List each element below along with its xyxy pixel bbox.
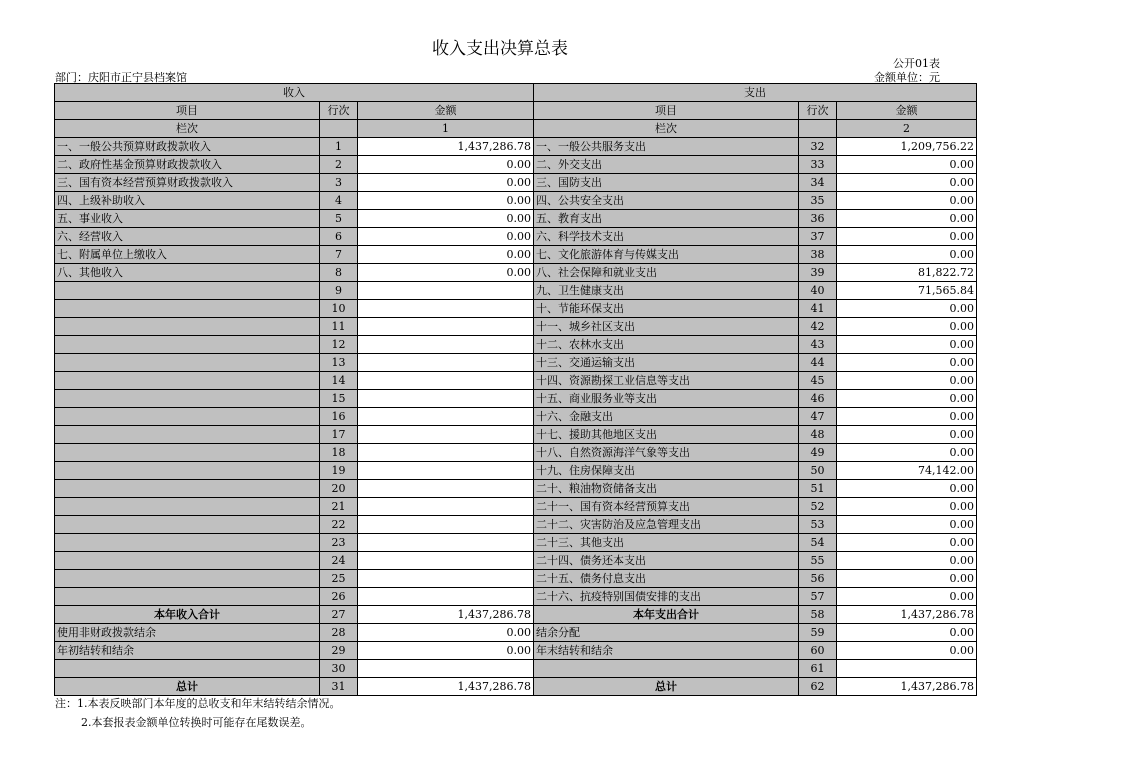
expense-line: 41 bbox=[799, 300, 837, 318]
income-item bbox=[55, 552, 320, 570]
income-total-amount: 0.00 bbox=[358, 642, 534, 660]
table-row bbox=[55, 480, 977, 498]
income-total-line: 27 bbox=[320, 606, 358, 624]
expense-item: 十三、交通运输支出 bbox=[534, 354, 799, 372]
income-item bbox=[55, 390, 320, 408]
income-total-line: 28 bbox=[320, 624, 358, 642]
expense-line: 40 bbox=[799, 282, 837, 300]
income-item bbox=[55, 408, 320, 426]
expense-item: 二十、粮油物资储备支出 bbox=[534, 480, 799, 498]
expense-item: 十九、住房保障支出 bbox=[534, 462, 799, 480]
expense-amount: 0.00 bbox=[837, 192, 977, 210]
income-total-item: 使用非财政拨款结余 bbox=[55, 624, 320, 642]
income-item: 五、事业收入 bbox=[55, 210, 320, 228]
income-item bbox=[55, 372, 320, 390]
expense-amount: 0.00 bbox=[837, 354, 977, 372]
expense-total-line: 59 bbox=[799, 624, 837, 642]
income-line: 17 bbox=[320, 426, 358, 444]
income-item bbox=[55, 318, 320, 336]
income-column-label: 栏次 bbox=[55, 120, 320, 138]
income-total-line: 29 bbox=[320, 642, 358, 660]
income-amount: 0.00 bbox=[358, 228, 534, 246]
income-line: 1 bbox=[320, 138, 358, 156]
expense-item: 二十一、国有资本经营预算支出 bbox=[534, 498, 799, 516]
income-line: 11 bbox=[320, 318, 358, 336]
table-row bbox=[55, 516, 977, 534]
expense-header: 支出 bbox=[534, 84, 977, 102]
income-item: 四、上级补助收入 bbox=[55, 192, 320, 210]
income-amount bbox=[358, 318, 534, 336]
table-row bbox=[55, 570, 977, 588]
expense-total-item: 结余分配 bbox=[534, 624, 799, 642]
income-amount bbox=[358, 372, 534, 390]
expense-line: 53 bbox=[799, 516, 837, 534]
table-row bbox=[55, 534, 977, 552]
table-row bbox=[55, 264, 977, 282]
expense-amount: 74,142.00 bbox=[837, 462, 977, 480]
expense-item: 二、外交支出 bbox=[534, 156, 799, 174]
income-line: 2 bbox=[320, 156, 358, 174]
income-line: 20 bbox=[320, 480, 358, 498]
footnote-1: 注：1.本表反映部门本年度的总收支和年末结转结余情况。 bbox=[55, 697, 341, 710]
income-line: 5 bbox=[320, 210, 358, 228]
expense-item: 十二、农林水支出 bbox=[534, 336, 799, 354]
expense-amount: 0.00 bbox=[837, 408, 977, 426]
expense-line: 33 bbox=[799, 156, 837, 174]
expense-item: 十五、商业服务业等支出 bbox=[534, 390, 799, 408]
expense-item: 七、文化旅游体育与传媒支出 bbox=[534, 246, 799, 264]
expense-total-line: 60 bbox=[799, 642, 837, 660]
expense-line: 34 bbox=[799, 174, 837, 192]
table-row bbox=[55, 228, 977, 246]
form-number: 公开01表 bbox=[893, 57, 940, 70]
expense-total-item bbox=[534, 660, 799, 678]
income-item bbox=[55, 498, 320, 516]
income-column-line-cell bbox=[320, 120, 358, 138]
income-line: 12 bbox=[320, 336, 358, 354]
expense-amount: 71,565.84 bbox=[837, 282, 977, 300]
income-amount: 0.00 bbox=[358, 264, 534, 282]
income-amount: 0.00 bbox=[358, 246, 534, 264]
income-total-item: 总计 bbox=[55, 678, 320, 696]
income-line: 3 bbox=[320, 174, 358, 192]
expense-item: 十一、城乡社区支出 bbox=[534, 318, 799, 336]
income-line: 19 bbox=[320, 462, 358, 480]
department-label: 部门：庆阳市正宁县档案馆 bbox=[55, 71, 187, 84]
income-amount: 1,437,286.78 bbox=[358, 138, 534, 156]
expense-line: 38 bbox=[799, 246, 837, 264]
income-amount: 0.00 bbox=[358, 156, 534, 174]
income-total-amount: 1,437,286.78 bbox=[358, 678, 534, 696]
income-total-amount: 1,437,286.78 bbox=[358, 606, 534, 624]
expense-line: 50 bbox=[799, 462, 837, 480]
expense-line: 54 bbox=[799, 534, 837, 552]
expense-amount: 81,822.72 bbox=[837, 264, 977, 282]
expense-item: 六、科学技术支出 bbox=[534, 228, 799, 246]
table-row bbox=[55, 426, 977, 444]
expense-total-amount: 1,437,286.78 bbox=[837, 678, 977, 696]
expense-item: 二十二、灾害防治及应急管理支出 bbox=[534, 516, 799, 534]
table-row bbox=[55, 354, 977, 372]
income-column-number: 1 bbox=[358, 120, 534, 138]
expense-item: 十四、资源勘探工业信息等支出 bbox=[534, 372, 799, 390]
income-line: 6 bbox=[320, 228, 358, 246]
income-amount bbox=[358, 354, 534, 372]
income-line: 10 bbox=[320, 300, 358, 318]
income-item bbox=[55, 354, 320, 372]
income-amount: 0.00 bbox=[358, 210, 534, 228]
table-row bbox=[55, 318, 977, 336]
expense-amount: 0.00 bbox=[837, 372, 977, 390]
income-total-item: 年初结转和结余 bbox=[55, 642, 320, 660]
expense-amount: 0.00 bbox=[837, 210, 977, 228]
footnote-2: 2.本套报表金额单位转换时可能存在尾数误差。 bbox=[81, 716, 312, 729]
table-row bbox=[55, 336, 977, 354]
income-total-item bbox=[55, 660, 320, 678]
income-amount bbox=[358, 480, 534, 498]
income-item bbox=[55, 588, 320, 606]
expense-column-number: 2 bbox=[837, 120, 977, 138]
income-amount bbox=[358, 426, 534, 444]
expense-line: 44 bbox=[799, 354, 837, 372]
expense-line: 39 bbox=[799, 264, 837, 282]
expense-amount: 0.00 bbox=[837, 390, 977, 408]
expense-line: 49 bbox=[799, 444, 837, 462]
income-item: 六、经营收入 bbox=[55, 228, 320, 246]
income-line: 26 bbox=[320, 588, 358, 606]
income-item bbox=[55, 516, 320, 534]
income-amount: 0.00 bbox=[358, 192, 534, 210]
income-amount bbox=[358, 390, 534, 408]
income-item: 一、一般公共预算财政拨款收入 bbox=[55, 138, 320, 156]
expense-item: 十七、援助其他地区支出 bbox=[534, 426, 799, 444]
income-total-line: 30 bbox=[320, 660, 358, 678]
income-item: 八、其他收入 bbox=[55, 264, 320, 282]
expense-total-item: 总计 bbox=[534, 678, 799, 696]
income-item: 三、国有资本经营预算财政拨款收入 bbox=[55, 174, 320, 192]
expense-item-header: 项目 bbox=[534, 102, 799, 120]
income-amount bbox=[358, 300, 534, 318]
expense-line: 57 bbox=[799, 588, 837, 606]
income-amount bbox=[358, 534, 534, 552]
expense-amount: 1,209,756.22 bbox=[837, 138, 977, 156]
expense-total-line: 61 bbox=[799, 660, 837, 678]
income-line: 23 bbox=[320, 534, 358, 552]
income-line: 8 bbox=[320, 264, 358, 282]
income-item bbox=[55, 534, 320, 552]
income-amount bbox=[358, 462, 534, 480]
table-row bbox=[55, 192, 977, 210]
expense-line: 36 bbox=[799, 210, 837, 228]
income-item bbox=[55, 462, 320, 480]
expense-line: 35 bbox=[799, 192, 837, 210]
table-row bbox=[55, 246, 977, 264]
table-row bbox=[55, 408, 977, 426]
expense-line: 45 bbox=[799, 372, 837, 390]
income-item bbox=[55, 426, 320, 444]
expense-total-line: 58 bbox=[799, 606, 837, 624]
expense-item: 十六、金融支出 bbox=[534, 408, 799, 426]
expense-amount: 0.00 bbox=[837, 246, 977, 264]
expense-amount: 0.00 bbox=[837, 444, 977, 462]
expense-amount: 0.00 bbox=[837, 498, 977, 516]
expense-item: 八、社会保障和就业支出 bbox=[534, 264, 799, 282]
expense-line: 43 bbox=[799, 336, 837, 354]
total-row bbox=[55, 642, 977, 660]
table-row bbox=[55, 588, 977, 606]
expense-total-amount: 0.00 bbox=[837, 642, 977, 660]
income-total-line: 31 bbox=[320, 678, 358, 696]
income-item: 七、附属单位上缴收入 bbox=[55, 246, 320, 264]
expense-line: 48 bbox=[799, 426, 837, 444]
income-total-amount: 0.00 bbox=[358, 624, 534, 642]
income-line: 24 bbox=[320, 552, 358, 570]
income-line: 15 bbox=[320, 390, 358, 408]
expense-amount: 0.00 bbox=[837, 570, 977, 588]
expense-column-line-cell bbox=[799, 120, 837, 138]
income-item bbox=[55, 480, 320, 498]
footnotes bbox=[55, 694, 341, 732]
income-amount bbox=[358, 516, 534, 534]
income-amount bbox=[358, 588, 534, 606]
expense-total-amount: 0.00 bbox=[837, 624, 977, 642]
income-item: 二、政府性基金预算财政拨款收入 bbox=[55, 156, 320, 174]
income-item bbox=[55, 336, 320, 354]
table-row bbox=[55, 462, 977, 480]
expense-item: 二十六、抗疫特别国债安排的支出 bbox=[534, 588, 799, 606]
expense-amount: 0.00 bbox=[837, 480, 977, 498]
income-line: 22 bbox=[320, 516, 358, 534]
income-header: 收入 bbox=[55, 84, 534, 102]
income-item bbox=[55, 570, 320, 588]
expense-line: 32 bbox=[799, 138, 837, 156]
expense-amount: 0.00 bbox=[837, 336, 977, 354]
total-row bbox=[55, 660, 977, 678]
expense-line: 51 bbox=[799, 480, 837, 498]
table-row bbox=[55, 390, 977, 408]
expense-amount-header: 金额 bbox=[837, 102, 977, 120]
expense-total-item: 年末结转和结余 bbox=[534, 642, 799, 660]
income-line: 18 bbox=[320, 444, 358, 462]
income-line: 7 bbox=[320, 246, 358, 264]
income-item bbox=[55, 282, 320, 300]
income-expense-table bbox=[54, 83, 977, 696]
total-row bbox=[55, 606, 977, 624]
expense-amount: 0.00 bbox=[837, 156, 977, 174]
income-amount bbox=[358, 282, 534, 300]
expense-line: 52 bbox=[799, 498, 837, 516]
income-amount bbox=[358, 408, 534, 426]
table-row bbox=[55, 444, 977, 462]
income-item bbox=[55, 444, 320, 462]
expense-line: 37 bbox=[799, 228, 837, 246]
expense-item: 一、一般公共服务支出 bbox=[534, 138, 799, 156]
expense-item: 二十三、其他支出 bbox=[534, 534, 799, 552]
expense-amount: 0.00 bbox=[837, 174, 977, 192]
expense-amount: 0.00 bbox=[837, 318, 977, 336]
expense-item: 二十五、债务付息支出 bbox=[534, 570, 799, 588]
expense-amount: 0.00 bbox=[837, 300, 977, 318]
expense-item: 三、国防支出 bbox=[534, 174, 799, 192]
expense-amount: 0.00 bbox=[837, 516, 977, 534]
amount-unit-label: 金额单位：元 bbox=[874, 71, 940, 84]
expense-total-line: 62 bbox=[799, 678, 837, 696]
table-row bbox=[55, 138, 977, 156]
income-amount bbox=[358, 444, 534, 462]
expense-line: 55 bbox=[799, 552, 837, 570]
report-title: 收入支出决算总表 bbox=[432, 39, 568, 59]
expense-amount: 0.00 bbox=[837, 534, 977, 552]
income-amount: 0.00 bbox=[358, 174, 534, 192]
expense-item: 九、卫生健康支出 bbox=[534, 282, 799, 300]
expense-line: 42 bbox=[799, 318, 837, 336]
income-line: 21 bbox=[320, 498, 358, 516]
expense-amount: 0.00 bbox=[837, 228, 977, 246]
income-amount bbox=[358, 570, 534, 588]
expense-line: 46 bbox=[799, 390, 837, 408]
table-row bbox=[55, 498, 977, 516]
income-line-header: 行次 bbox=[320, 102, 358, 120]
table-row bbox=[55, 300, 977, 318]
expense-total-item: 本年支出合计 bbox=[534, 606, 799, 624]
income-amount bbox=[358, 498, 534, 516]
income-amount-header: 金额 bbox=[358, 102, 534, 120]
expense-item: 十八、自然资源海洋气象等支出 bbox=[534, 444, 799, 462]
income-line: 16 bbox=[320, 408, 358, 426]
total-row bbox=[55, 624, 977, 642]
expense-item: 十、节能环保支出 bbox=[534, 300, 799, 318]
expense-item: 五、教育支出 bbox=[534, 210, 799, 228]
expense-line: 56 bbox=[799, 570, 837, 588]
expense-total-amount bbox=[837, 660, 977, 678]
expense-total-amount: 1,437,286.78 bbox=[837, 606, 977, 624]
expense-column-label: 栏次 bbox=[534, 120, 799, 138]
expense-line: 47 bbox=[799, 408, 837, 426]
expense-amount: 0.00 bbox=[837, 588, 977, 606]
expense-line-header: 行次 bbox=[799, 102, 837, 120]
total-row bbox=[55, 678, 977, 696]
income-item-header: 项目 bbox=[55, 102, 320, 120]
income-total-amount bbox=[358, 660, 534, 678]
table-row bbox=[55, 552, 977, 570]
table-row bbox=[55, 174, 977, 192]
income-line: 13 bbox=[320, 354, 358, 372]
income-line: 14 bbox=[320, 372, 358, 390]
table-row bbox=[55, 282, 977, 300]
expense-item: 二十四、债务还本支出 bbox=[534, 552, 799, 570]
income-amount bbox=[358, 552, 534, 570]
table-row bbox=[55, 372, 977, 390]
table-row bbox=[55, 156, 977, 174]
expense-amount: 0.00 bbox=[837, 426, 977, 444]
income-amount bbox=[358, 336, 534, 354]
income-total-item: 本年收入合计 bbox=[55, 606, 320, 624]
income-line: 4 bbox=[320, 192, 358, 210]
table-row bbox=[55, 210, 977, 228]
expense-amount: 0.00 bbox=[837, 552, 977, 570]
income-line: 9 bbox=[320, 282, 358, 300]
expense-item: 四、公共安全支出 bbox=[534, 192, 799, 210]
income-line: 25 bbox=[320, 570, 358, 588]
income-item bbox=[55, 300, 320, 318]
